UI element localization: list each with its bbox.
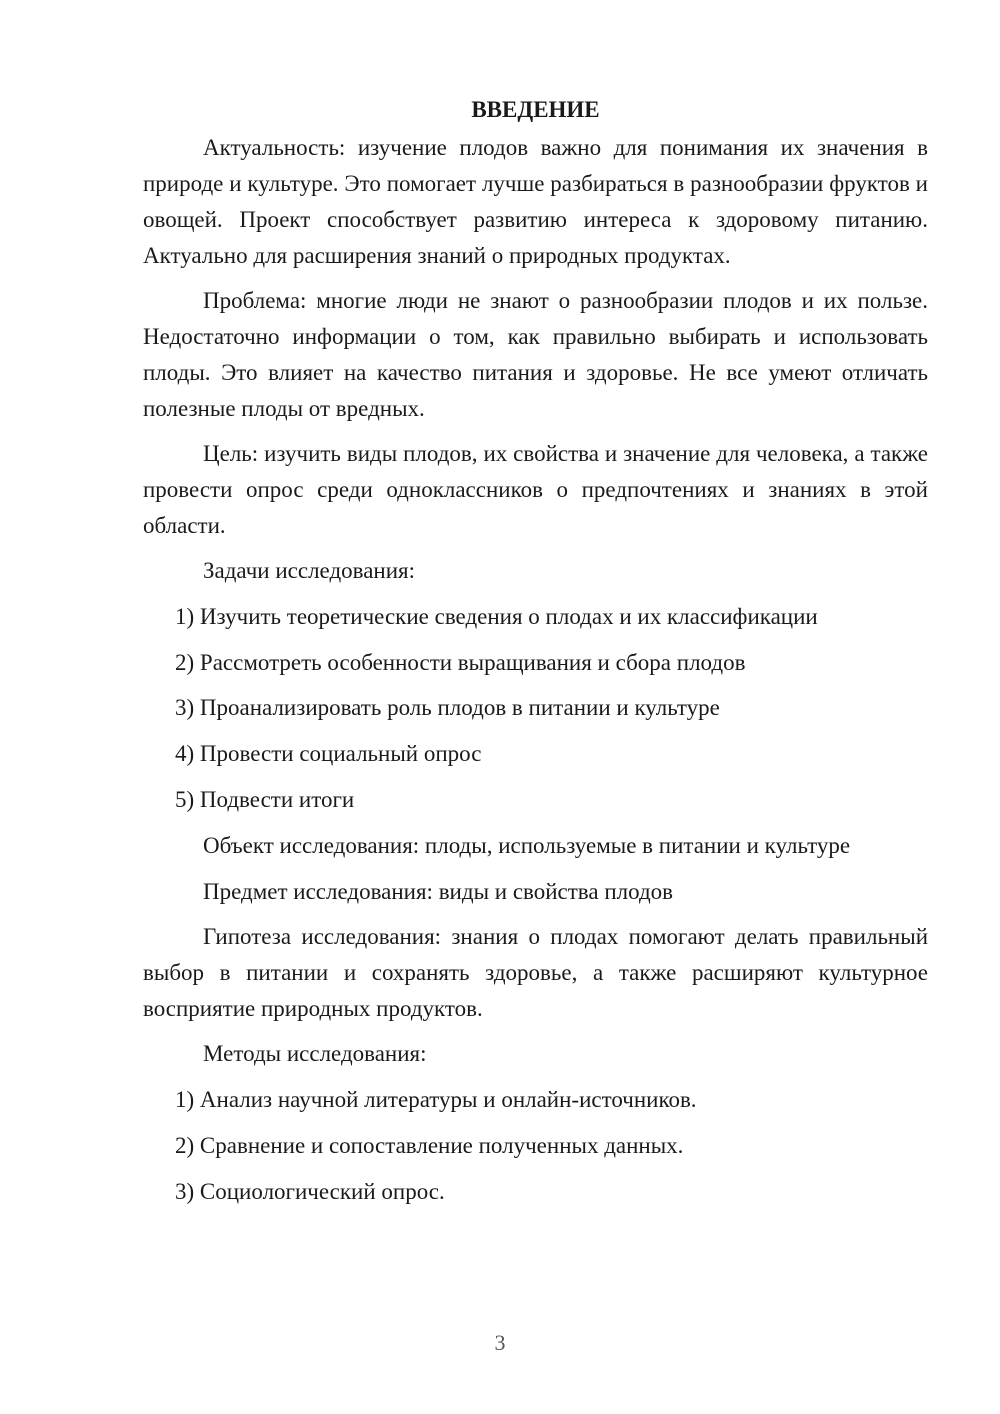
problem-paragraph: Проблема: многие люди не знают о разнообразии плодов и их пользе. Недостаточно информации о том, как правильно выбирать и использовать плоды. Это влияет на качество питания и здоровье. Не все умеют отличать полезные плоды от вредных. — [143, 288, 928, 421]
task-item: 1) Изучить теоретические сведения о плодах и их классификации — [175, 603, 818, 629]
page-number: 3 — [494, 1330, 506, 1355]
page-title: ВВЕДЕНИЕ — [471, 97, 600, 122]
relevance-paragraph: Актуальность: изучение плодов важно для понимания их значения в природе и культуре. Это помогает лучше разбираться в разнообразии фруктов и овощей. Проект способствует развитию интереса к здоровому питанию. Актуально для расширения знаний о природных продуктах. — [143, 135, 928, 268]
methods-heading: Методы исследования: — [203, 1041, 427, 1067]
task-item: 3) Проанализировать роль плодов в питании и культуре — [175, 695, 720, 721]
task-item: 4) Провести социальный опрос — [175, 741, 482, 767]
method-item: 2) Сравнение и сопоставление полученных данных. — [175, 1132, 684, 1158]
task-item: 5) Подвести итоги — [175, 786, 355, 812]
hypothesis-paragraph: Гипотеза исследования: знания о плодах помогают делать правильный выбор в питании и сохранять здоровье, а также расширяют культурное восприятие природных продуктов. — [143, 924, 928, 1022]
research-object: Объект исследования: плоды, используемые в питании и культуре — [203, 832, 851, 858]
research-subject: Предмет исследования: виды и свойства плодов — [203, 878, 674, 904]
task-item: 2) Рассмотреть особенности выращивания и сбора плодов — [175, 649, 746, 675]
method-item: 3) Социологический опрос. — [175, 1178, 445, 1204]
tasks-heading: Задачи исследования: — [203, 558, 416, 583]
document-page — [143, 92, 928, 1220]
method-item: 1) Анализ научной литературы и онлайн-источников. — [175, 1087, 697, 1113]
goal-paragraph: Цель: изучить виды плодов, их свойства и значение для человека, а также провести опрос среди одноклассников о предпочтениях и знаниях в этой области. — [143, 441, 928, 538]
